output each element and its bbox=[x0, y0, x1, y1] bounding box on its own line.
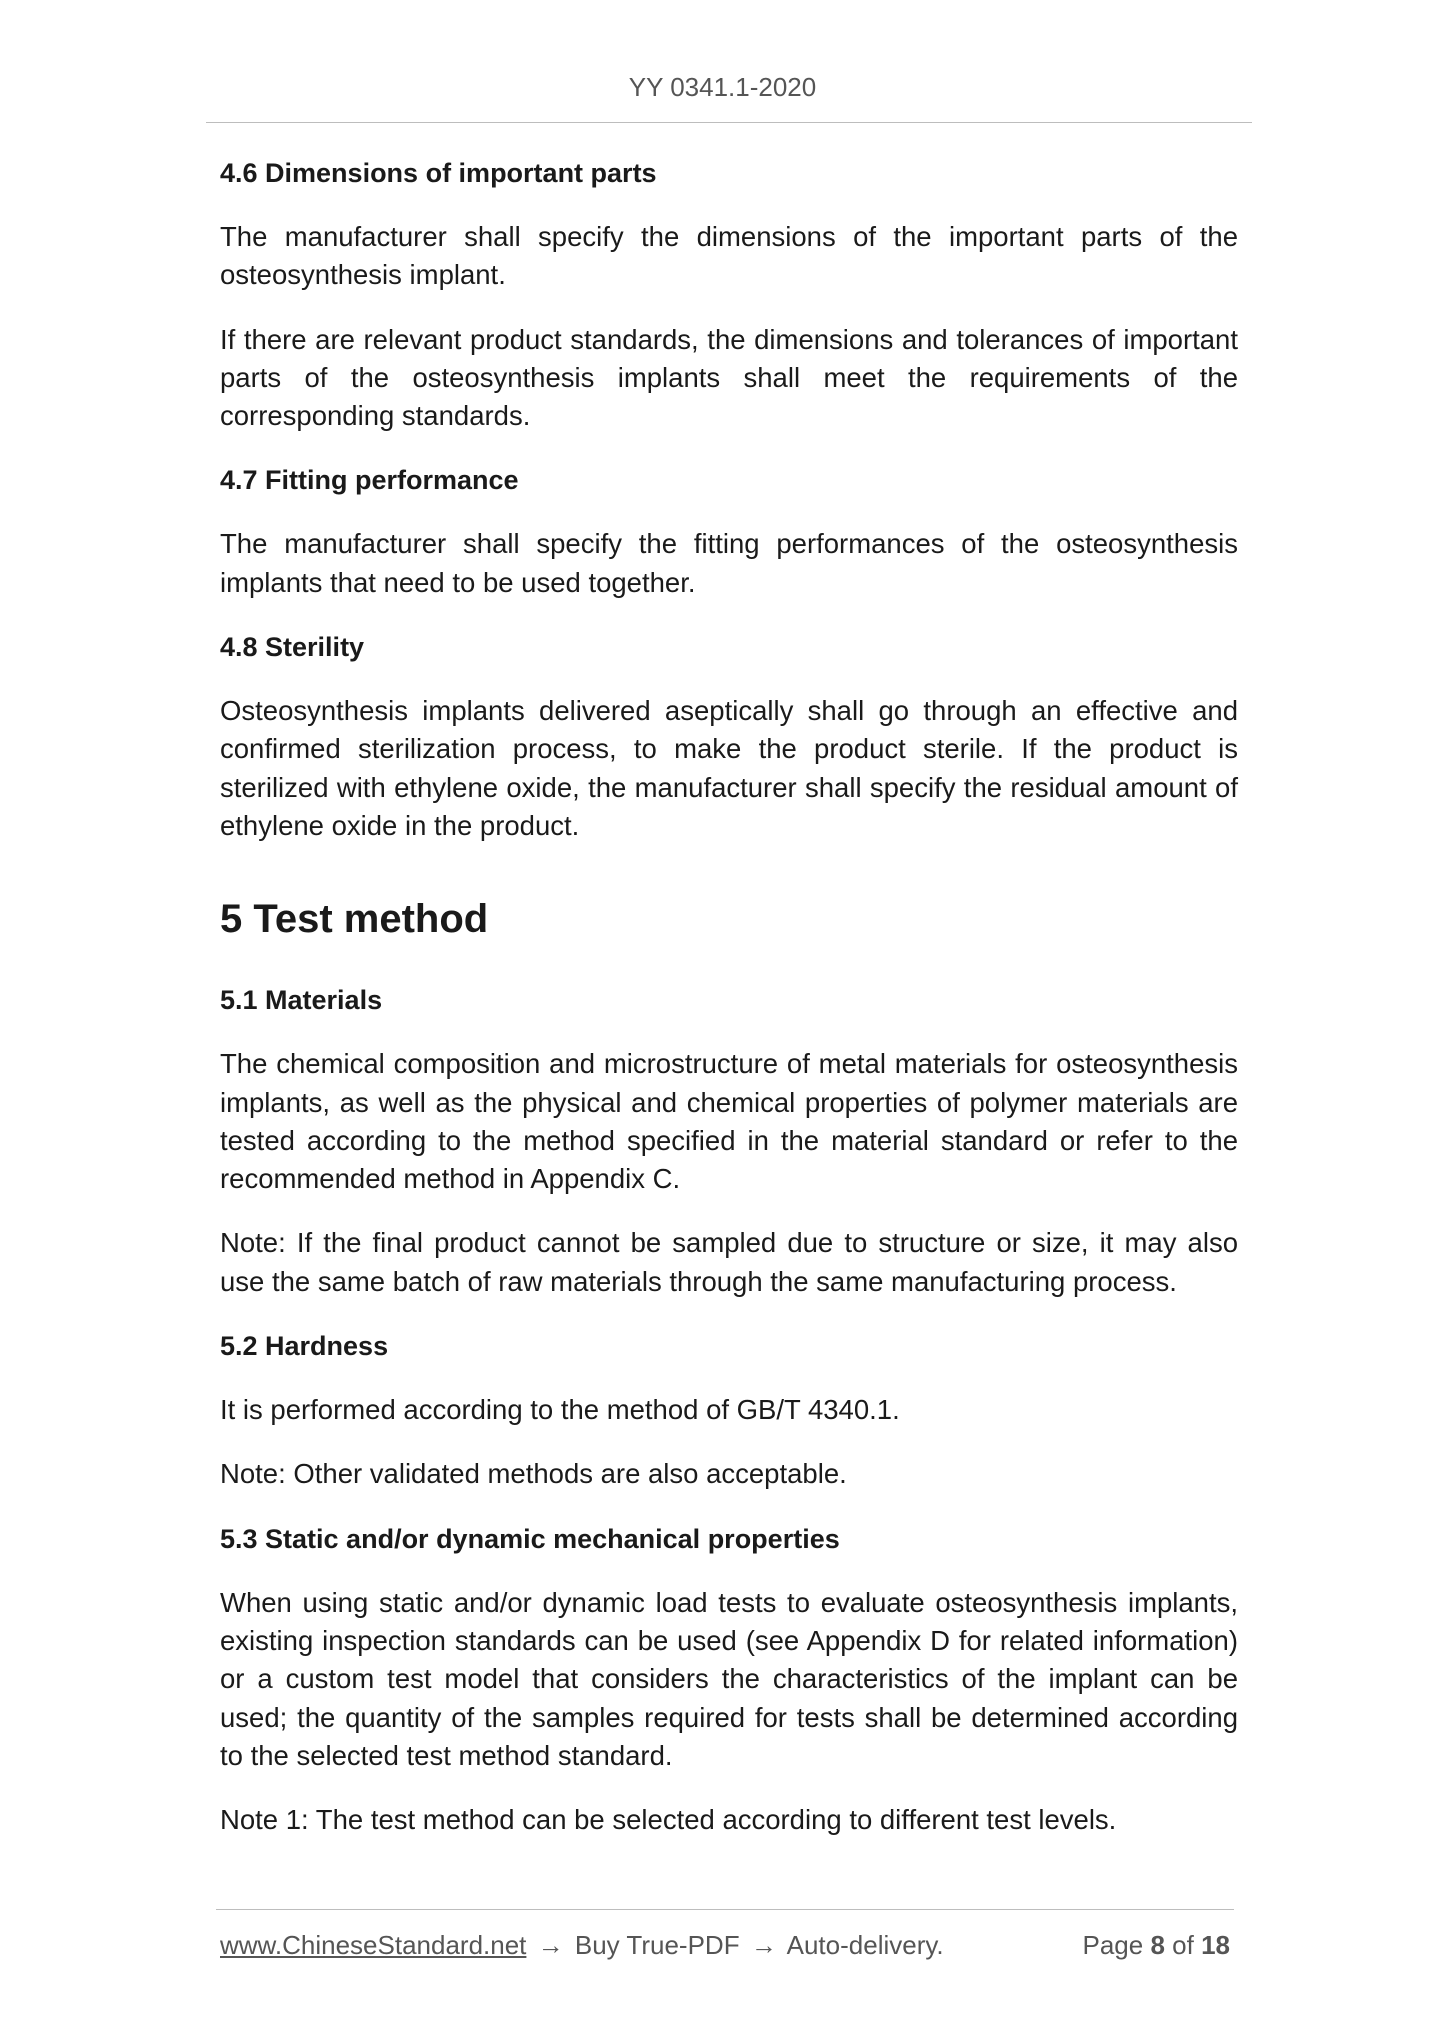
buy-true-pdf-text: Buy True-PDF bbox=[574, 1930, 740, 1960]
website-link[interactable]: www.ChineseStandard.net bbox=[220, 1930, 527, 1960]
arrow-icon: → bbox=[750, 1930, 777, 1960]
section-5-3-paragraph-1: When using static and/or dynamic load tests to evaluate osteosynthesis implants, existing inspection standards can be used (see Appendix D for related information) or a custom test model that considers the characteristics of the implant can be used; the quantity of the samples required for tests shall be determined according to the selected test method standard. bbox=[220, 1586, 1238, 1771]
header-divider bbox=[206, 122, 1252, 123]
section-4-6-heading: 4.6 Dimensions of important parts bbox=[220, 158, 657, 188]
section-4-6-paragraph-2: If there are relevant product standards, the dimensions and tolerances of important parts of the osteosynthesis implants shall meet the requirements of the corresponding standards. bbox=[220, 323, 1238, 432]
page-total: 18 bbox=[1201, 1930, 1230, 1960]
chapter-5-heading: 5 Test method bbox=[220, 897, 489, 942]
arrow-icon: → bbox=[537, 1930, 564, 1960]
section-5-1-paragraph-1: The chemical composition and microstructure of metal materials for osteosynthesis implants, as well as the physical and chemical properties of polymer materials are tested according to the method specified in the material standard or refer to the recommended method in Appendix C. bbox=[220, 1048, 1238, 1195]
section-4-7-paragraph-1: The manufacturer shall specify the fitting performances of the osteosynthesis implants that need to be used together. bbox=[220, 528, 1238, 598]
section-5-3-heading: 5.3 Static and/or dynamic mechanical properties bbox=[220, 1523, 840, 1554]
section-4-6-paragraph-1: The manufacturer shall specify the dimensions of the important parts of the osteosynthesis implant. bbox=[220, 221, 1238, 291]
section-5-2-heading: 5.2 Hardness bbox=[220, 1331, 389, 1362]
page-content bbox=[220, 150, 1238, 1865]
section-4-8-paragraph-1: Osteosynthesis implants delivered aseptically shall go through an effective and confirmed sterilization process, to make the product sterile. If the product is sterilized with ethylene oxide, the manufacturer shall specify the residual amount of ethylene oxide in the product. bbox=[220, 695, 1238, 841]
section-4-8-heading: 4.8 Sterility bbox=[220, 632, 365, 663]
section-5-3-note: Note 1: The test method can be selected according to different test levels. bbox=[220, 1804, 1117, 1836]
document-id: YY 0341.1-2020 bbox=[628, 72, 817, 102]
section-4-7-heading: 4.7 Fitting performance bbox=[220, 465, 519, 496]
section-5-2-paragraph-1: It is performed according to the method of GB/T 4340.1. bbox=[220, 1394, 900, 1426]
page-indicator bbox=[1082, 1930, 1230, 1961]
footer-divider bbox=[216, 1909, 1234, 1910]
section-5-1-note: Note: If the final product cannot be sampled due to structure or size, it may also use the same batch of raw materials through the same manufacturing process. bbox=[220, 1227, 1238, 1297]
section-5-1-heading: 5.1 Materials bbox=[220, 985, 383, 1016]
section-5-2-note: Note: Other validated methods are also acceptable. bbox=[220, 1458, 847, 1490]
page-current: 8 bbox=[1150, 1930, 1165, 1960]
page-label: Page bbox=[1082, 1930, 1144, 1960]
footer bbox=[220, 1930, 1230, 1961]
of-label: of bbox=[1172, 1930, 1194, 1960]
auto-delivery-text: Auto-delivery. bbox=[786, 1930, 944, 1960]
